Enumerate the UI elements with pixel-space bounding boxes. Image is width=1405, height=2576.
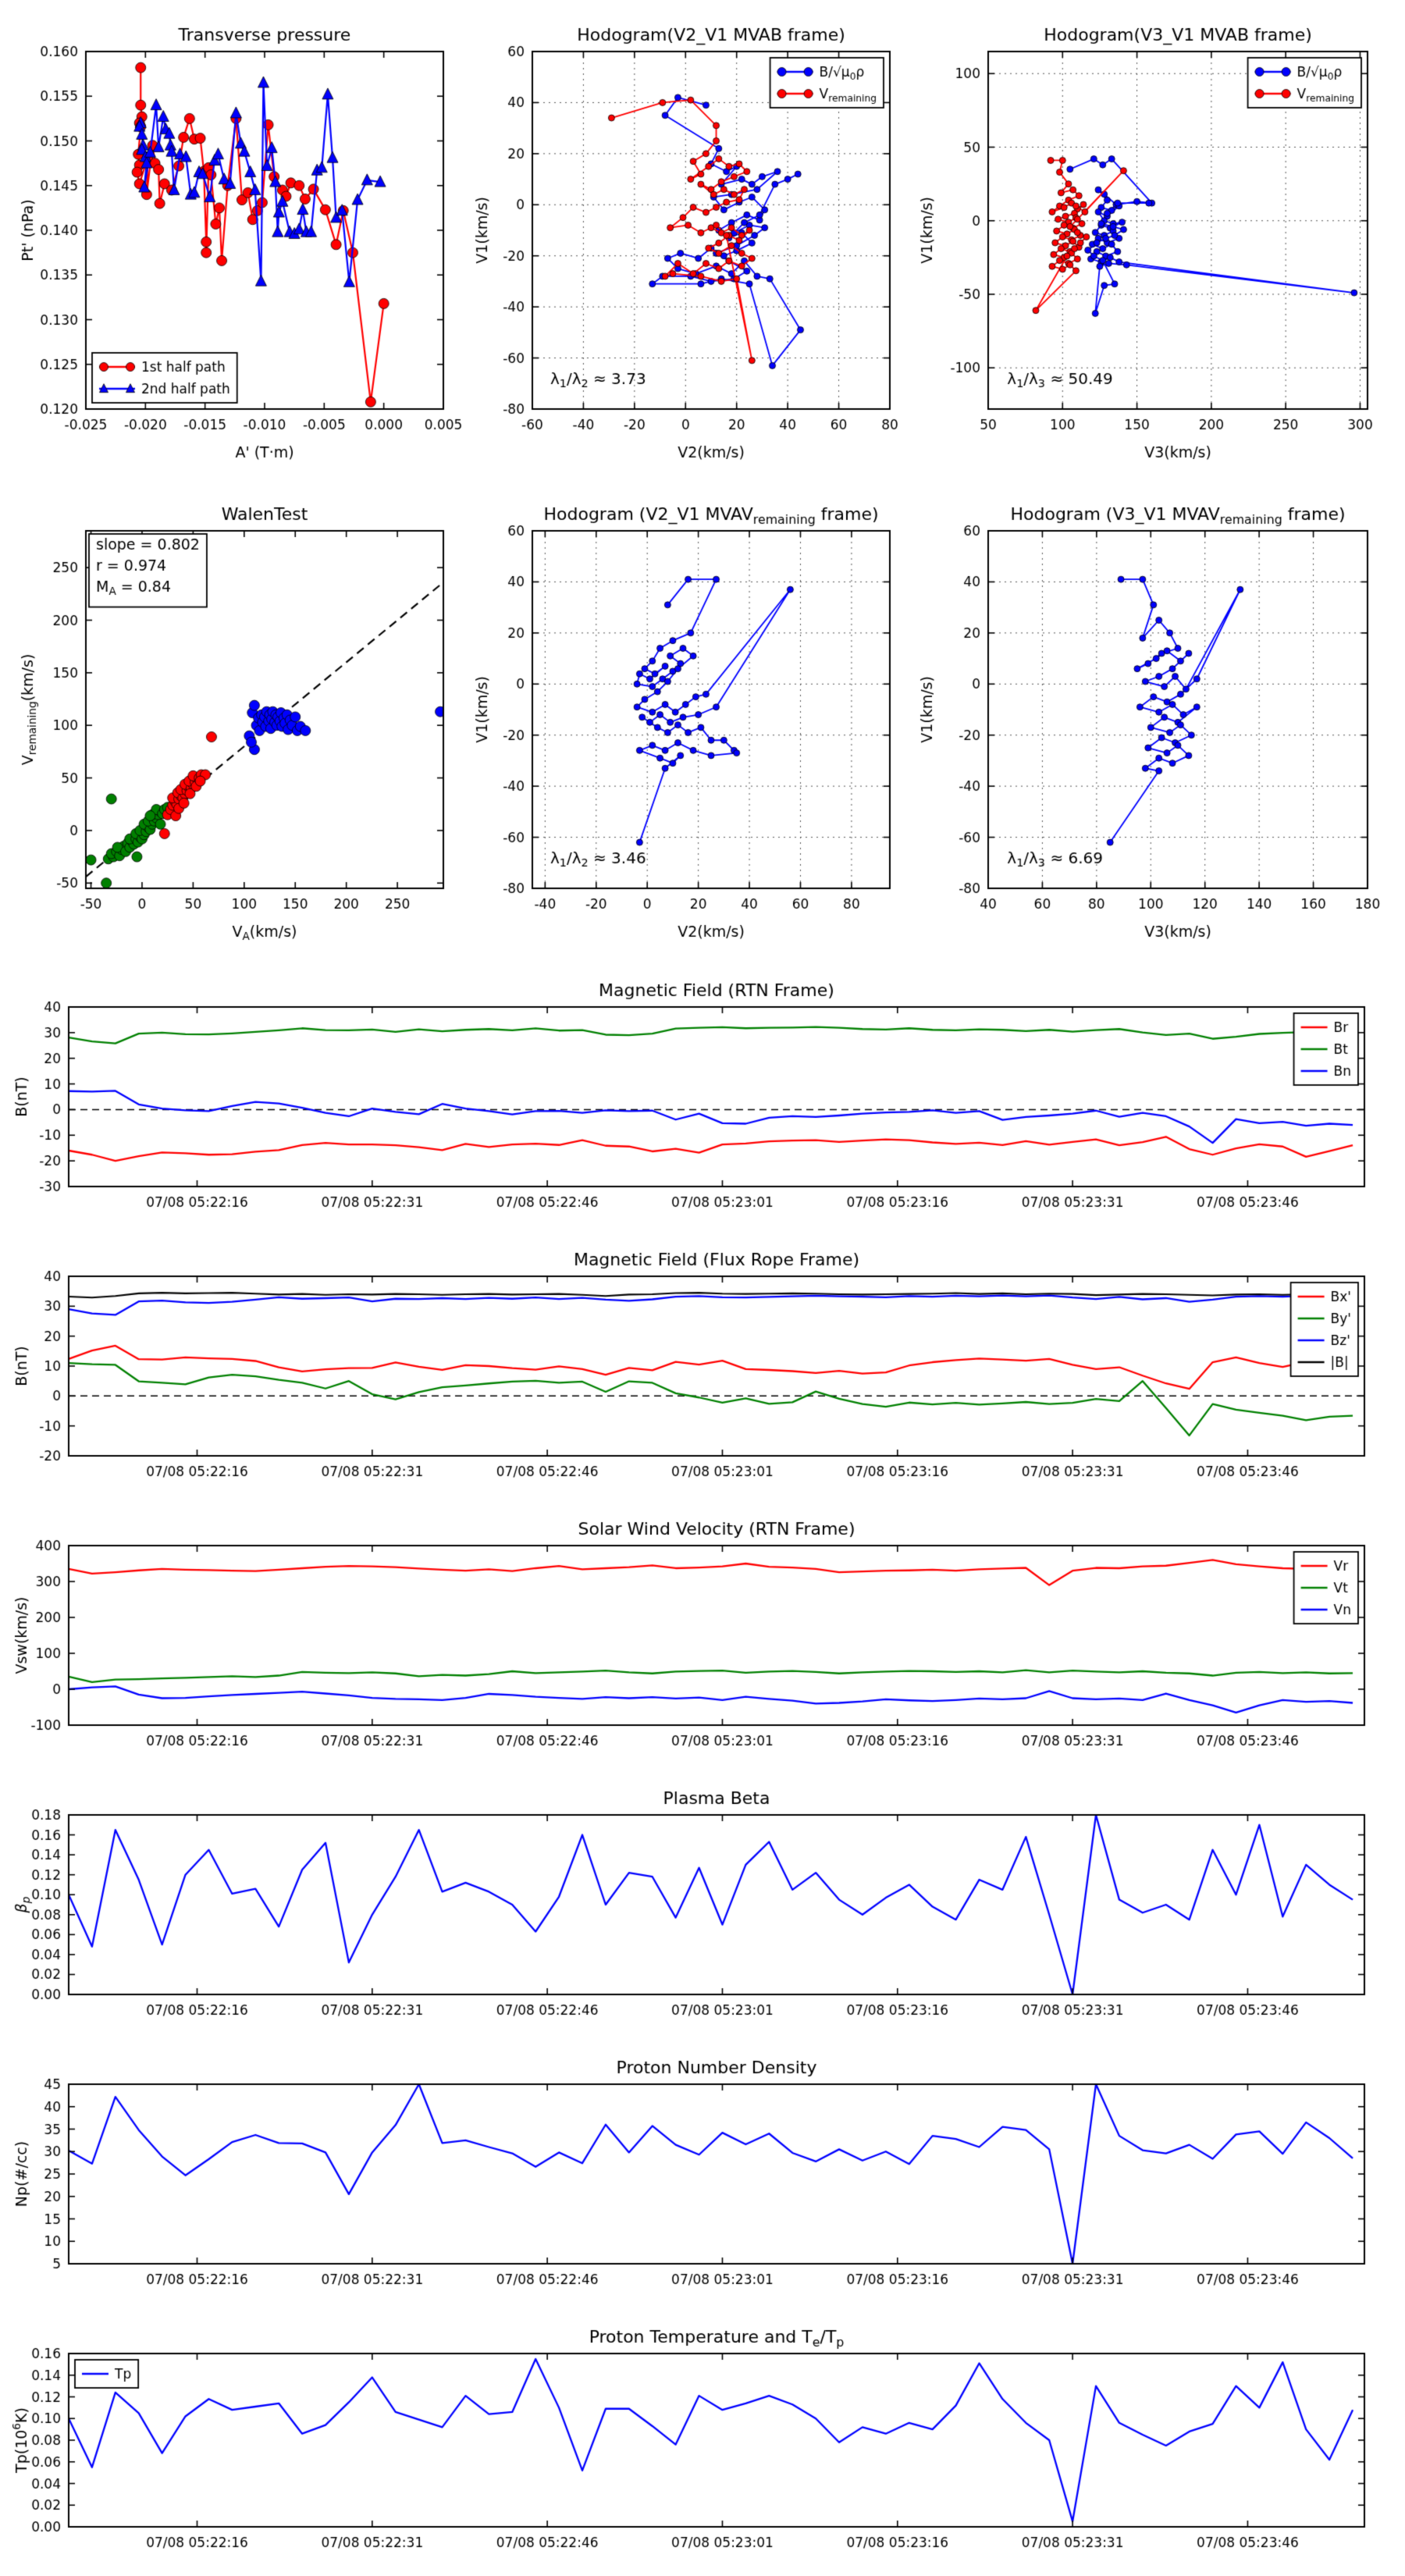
panel-solar-wind-velocity	[8, 1516, 1397, 1775]
panel-magnetic-field-flux-rope	[8, 1247, 1397, 1506]
hodogram-v3v1-mvav-chart	[913, 490, 1391, 968]
proton-number-density-chart	[8, 2055, 1397, 2314]
panel-hodogram-v3v1-mvav	[913, 490, 1391, 968]
walen-test-chart	[14, 490, 467, 968]
solar-wind-velocity-chart	[8, 1516, 1397, 1775]
plasma-beta-chart	[8, 1785, 1397, 2044]
hodogram-v3v1-mvab-chart	[913, 11, 1391, 489]
proton-temperature-chart	[8, 2324, 1397, 2575]
hodogram-v2v1-mvab-chart	[468, 11, 910, 489]
panel-proton-temperature	[8, 2324, 1397, 2575]
panel-proton-number-density	[8, 2055, 1397, 2314]
hodogram-v2v1-mvav-chart	[468, 490, 910, 968]
panel-plasma-beta	[8, 1785, 1397, 2044]
panel-magnetic-field-rtn	[8, 977, 1397, 1236]
magnetic-field-flux-rope-chart	[8, 1247, 1397, 1506]
panel-walen-test	[14, 490, 467, 968]
transverse-pressure-chart	[14, 11, 467, 489]
panel-hodogram-v2v1-mvav	[468, 490, 910, 968]
panel-hodogram-v2v1-mvab	[468, 11, 910, 489]
panel-hodogram-v3v1-mvab	[913, 11, 1391, 489]
magnetic-field-rtn-chart	[8, 977, 1397, 1236]
panel-transverse-pressure	[14, 11, 467, 489]
